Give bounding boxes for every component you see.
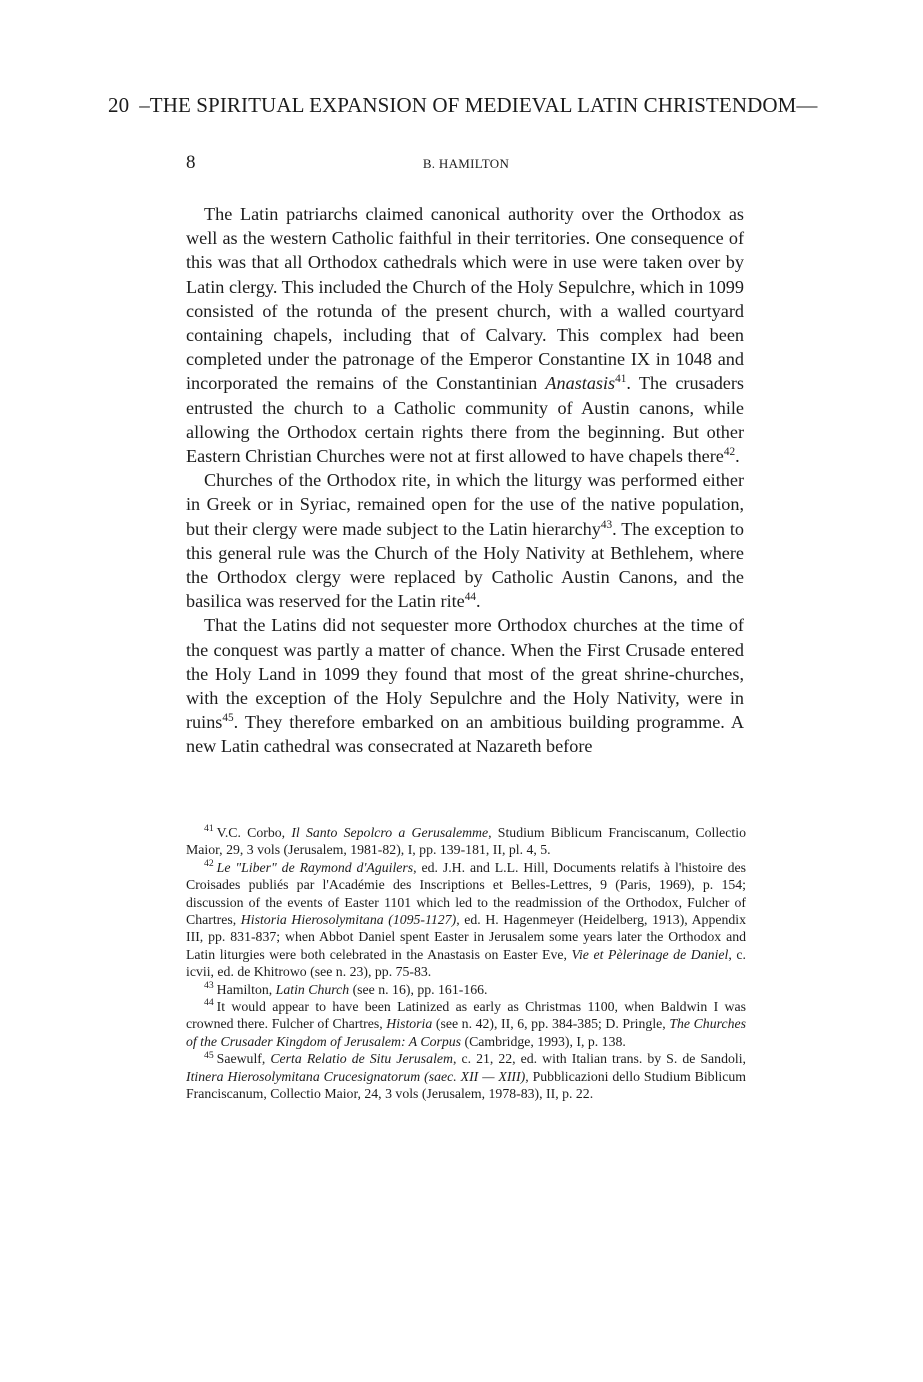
body-text — [186, 202, 744, 759]
series-page-number: 20 — [108, 93, 130, 117]
footnote-43: $^{43}$ Hamilton, Latin Church (see n. 16), pp. 161-166. — [204, 980, 488, 997]
footnotes — [186, 824, 746, 1103]
author-running-head: B. HAMILTON — [422, 156, 510, 171]
series-title: –THE SPIRITUAL EXPANSION OF MEDIEVAL LATIN CHRISTENDOM— — [139, 93, 818, 117]
footnote-41: $^{41}$ V.C. Corbo, Il Santo Sepolcro a Gerusalemme, Studium Biblicum Franciscanum, Collectio Maior, 29, 3 vols (Jerusalem, 1981-82), I, pp. 139-181, II, pl. 4, 5. — [186, 823, 746, 858]
footnote-42: $^{42}$ Le "Liber" de Raymond d'Aguilers, ed. J.H. and L.L. Hill, Documents relatifs à l'histoire des Croisades publiés par l'Académie des Inscriptions et Belles-Lettres, 9 (Paris, 1969), p. 154; discussion of the events of Easter 1101 which led to the readmission of the Orthodox, Fulcher of Chartres, Historia Hierosolymitana (1095-1127), ed. H. Hagenmeyer (Heidelberg, 1913), Appendix III, pp. 831-837; when Abbot Daniel spent Easter in Jerusalem some years later the Orthodox and Latin liturgies were both celebrated in the Anastasis on Easter Eve, Vie et Pèlerinage de Daniel, c. icvii, ed. de Khitrowo (see n. 23), pp. 75-83. — [186, 858, 746, 980]
footnote-ref-42: 42 — [723, 445, 736, 458]
page-header — [186, 152, 746, 176]
footnote-ref-43: 43 — [600, 518, 613, 531]
footnote-ref-41: 41 — [615, 373, 627, 386]
footnote-44: $^{44}$ It would appear to have been Latinized as early as Christmas 1100, when Baldwin I was crowned there. Fulcher of Chartres, Historia (see n. 42), II, 6, pp. 384-385; D. Pringle, The Churches of the Crusader Kingdom of Jerusalem: A Corpus (Cambridge, 1993), I, p. 138. — [186, 997, 746, 1049]
folio-number: 8 — [186, 152, 196, 173]
footnote-ref-45: 45 — [222, 712, 234, 725]
paragraph-1: The Latin patriarchs claimed canonical authority over the Orthodox as well as the western Catholic faithful in their territories. One consequence of this was that all Orthodox cathedrals which were in use were taken over by Latin clergy. This included the Church of the Holy Sepulchre, which in 1099 consisted of the rotunda of the present church, with a walled courtyard containing chapels, including that of Calvary. This complex had been completed under the patronage of the Emperor Constantine IX in 1048 and incorporated the remains of the Constantinian Anastasis$^{41}$. The crusaders entrusted the church to a Catholic community of Austin canons, while allowing the Orthodox certain rights there from the beginning. But other Eastern Christian Churches were not at first allowed to have chapels there$^{42}$. — [186, 204, 745, 467]
paragraph-3: That the Latins did not sequester more Orthodox churches at the time of the conquest was partly a matter of chance. When the First Crusade entered the Holy Land in 1099 they found that most of the great shrine-churches, with the exception of the Holy Sepulchre and the Holy Nativity, were in ruins$^{45}$. They therefore embarked on an ambitious building programme. A new Latin cathedral was consecrated at Nazareth before — [186, 615, 744, 757]
footnote-ref-44: 44 — [464, 591, 477, 604]
running-head — [108, 93, 828, 118]
paragraph-2: Churches of the Orthodox rite, in which the liturgy was performed either in Greek or in Syriac, remained open for the use of the native population, but their clergy were made subject to the Latin hierarchy$^{43}$. The exception to this general rule was the Church of the Holy Nativity at Bethlehem, where the Orthodox clergy were replaced by Catholic Austin Canons, and the basilica was reserved for the Latin rite$^{44}$. — [186, 470, 744, 612]
footnote-45: $^{45}$ Saewulf, Certa Relatio de Situ Jerusalem, c. 21, 22, ed. with Italian trans. by S. de Sandoli, Itinera Hierosolymitana Crucesignatorum (saec. XII — XIII), Pubblicazioni dello Studium Biblicum Franciscanum, Collectio Maior, 24, 3 vols (Jerusalem, 1978-83), II, p. 22. — [186, 1049, 746, 1102]
